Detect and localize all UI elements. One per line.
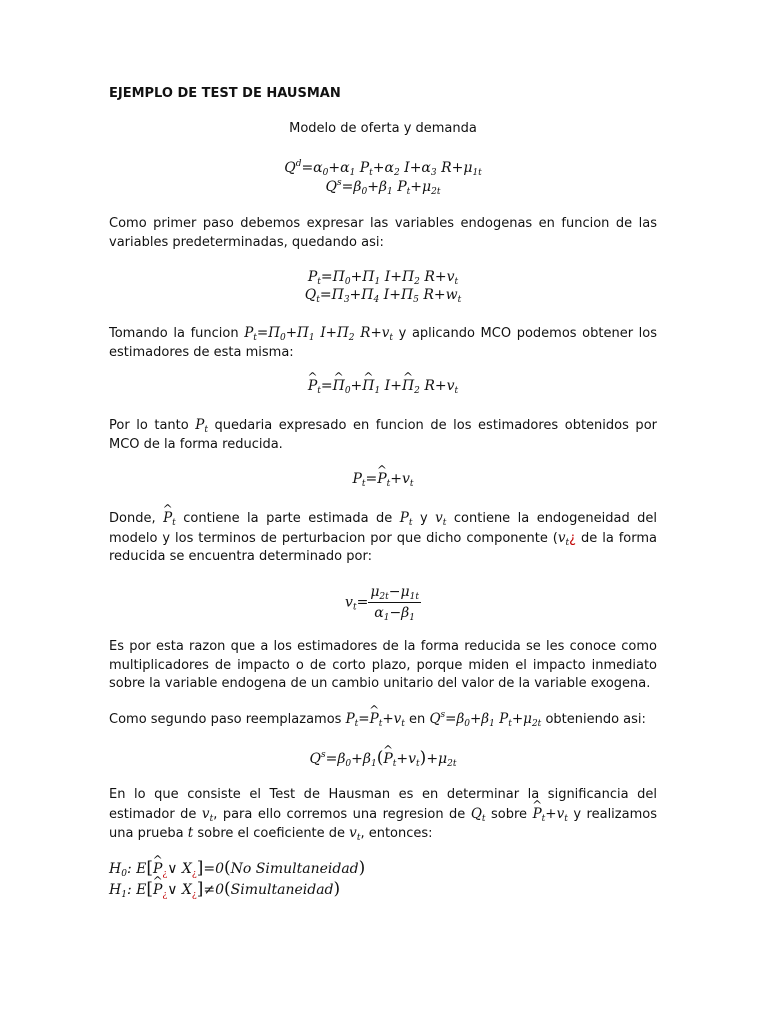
document-subtitle: Modelo de oferta y demanda	[289, 121, 477, 136]
equation-reduced-p: $P_t=\Pi_0+\Pi_1$ $I+\Pi_2$ $R+v_t$	[307, 269, 459, 287]
equation-estimated-p: ^ $P_t=\^{}$ $\Pi_0+\^{}$ $\Pi_1$ I+^ $\Pi_2$ $R+v_t$	[109, 377, 657, 395]
equation-demand: $Q^d=\alpha_0+\alpha_1$ $P_t+\alpha_2$ $I+\alpha_3$ $R+\mu_{1t}$	[284, 159, 482, 178]
equation-vt-fraction: $v_t=$ $\frac{\mu_{2t}-\mu_{1t}}{\alpha_1-\beta_1}$	[345, 584, 419, 623]
equation-p-decomposition: $P_t=\^{}$ $P_t+v_t$	[109, 470, 657, 488]
paragraph-por-lo-tanto: Por lo tanto $P_t$ quedaria expresado en funcion de los estimadores obtenidos por MCO de la forma reducida.	[109, 417, 657, 452]
hypothesis-h1: $H_1$: E[^ $P_¿\vee$ $X_¿]\ne 0(Simultaneidad)$	[109, 879, 340, 900]
paragraph-donde: Donde, ^ $P_t$ contiene la parte estimada de $P_t$ y $v_t$ contiene la endogeneidad del modelo y los terminos de perturbacion por que dicho componente ($v_t¿$ de la forma reducida se encuentra determinado por:	[109, 509, 657, 567]
paragraph-mco: Tomando la funcion $P_t=\Pi_0+\Pi_1$ $I+\Pi_2$ $R+v_t$ y aplicando MCO podemos obtener los estimadores de esta misma:	[109, 325, 657, 360]
paragraph-second-step: Como segundo paso reemplazamos $P_t=\^{}$ $P_t+v_t$ en $Q^s=\beta_0+\beta_1$ $P_t+\mu_{2t}$ obteniendo asi:	[109, 710, 657, 730]
equation-supply-substituted: $Q^s=\beta_0+\beta_1(\^{}$ $P_t+v_t)+\mu_{2t}$	[109, 749, 657, 768]
hypothesis-h0: $H_0$: E[^ $P_¿\vee$ $X_¿]=0(No$ Simultaneidad)	[109, 858, 365, 879]
equation-supply: $Q^s=\beta_0+\beta_1$ $P_t+\mu_{2t}$	[325, 178, 441, 197]
document-title: EJEMPLO DE TEST DE HAUSMAN	[109, 86, 341, 101]
paragraph-first-step: Como primer paso debemos expresar las variables endogenas en funcion de las variables predeterminadas, quedando asi:	[109, 216, 657, 250]
paragraph-multiplicadores: Es por esta razon que a los estimadores de la forma reducida se les conoce como multiplicadores de impacto o de corto plazo, porque miden el impacto inmediato sobre la variable endogena de un cambio unitario del valor de la variable exogena.	[109, 639, 657, 691]
paragraph-hausman: En lo que consiste el Test de Hausman es en determinar la significancia del estimador de $v_t$, para ello corremos una regresion de $Q_t$ sobre ^ $P_t+v_t$ y realizamos una prueba t sobre el coeficiente de $v_t$, entonces:	[109, 786, 657, 844]
equation-reduced-q: $Q_t=\Pi_3+\Pi_4$ $I+\Pi_5$ $R+w_t$	[304, 287, 462, 305]
